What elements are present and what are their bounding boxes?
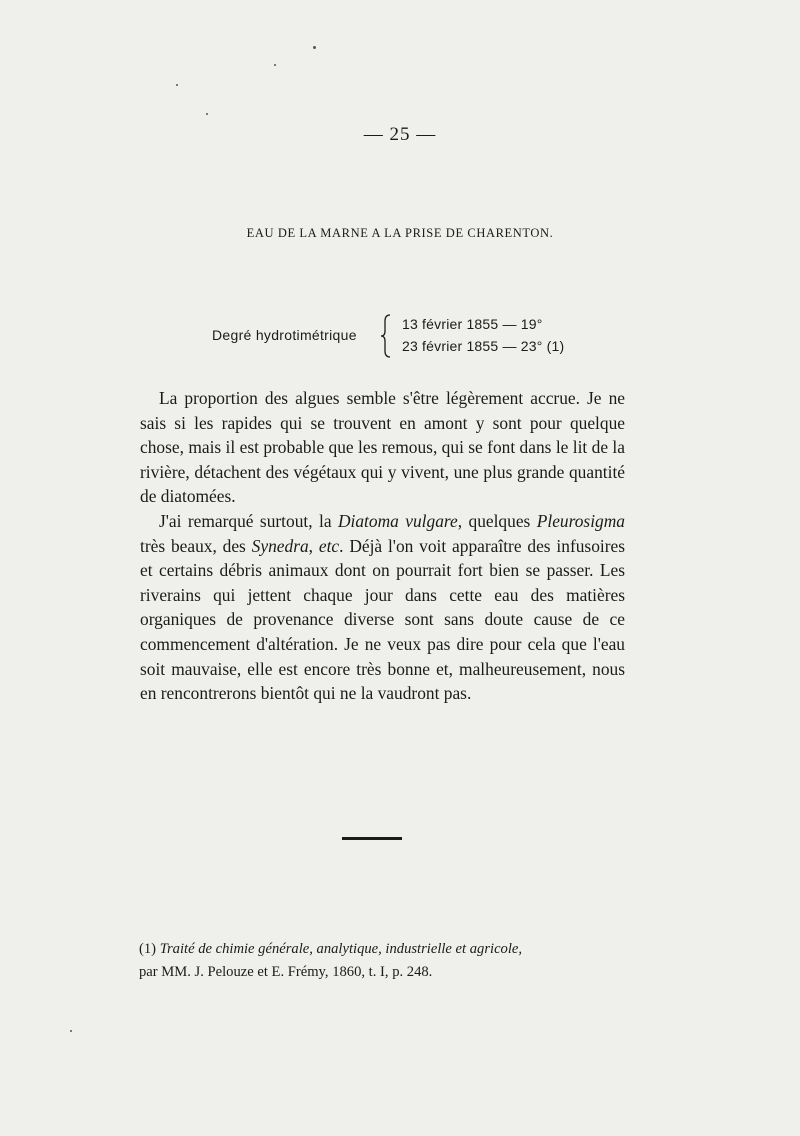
body-text [140,386,625,706]
paragraph-2: J'ai remarqué surtout, la Diatoma vulgare, quelques Pleurosigma très beaux, des Synedra, etc. Déjà l'on voit apparaître des infusoires et certains débris animaux dont on pourrait fort bien se passer. Les riverains qui jettent chaque jour dans cette eau des matières organiques de provenance diverse sont sans doute cause de ce commencement d'altération. Je ne veux pas dire pour cela que l'eau soit mauvaise, elle est encore très bonne et, malheureusement, nous en rencontrerons bientôt qui ne la vaudront pas. [140,510,625,704]
page-number: — 25 — [363,124,437,145]
section-divider [342,837,402,840]
hydrotimetric-label: Degré hydrotimétrique [212,327,357,343]
species-pleurosigma: Pleurosigma [536,510,625,531]
species-synedra: Synedra [251,535,309,556]
footnote-line-1 [139,938,639,961]
footnote [139,938,639,984]
footnote-citation: par MM. J. Pelouze et E. Frémy, 1860, t. I, p. 248. [139,964,433,980]
hydrotimetric-value-2: 23 février 1855 — 23° (1) [402,338,565,354]
footnote-title: Traité de chimie générale, analytique, industrielle et agricole, [159,941,523,957]
hydrotimetric-values [402,313,564,357]
paragraph-1: La proportion des algues semble s'être légèrement accrue. Je ne sais si les rapides qui se trouvent en amont y sont pour quelque chose, mais il est probable que les remous, qui se font dans le lit de la rivière, détachent des végétaux qui y vivent, une plus grande quantité de diatomées. [140,388,625,507]
hydrotimetric-table [212,313,632,363]
etc-abbrev: etc [318,535,340,556]
species-diatoma: Diatoma vulgare [337,510,458,531]
section-heading: EAU DE LA MARNE A LA PRISE DE CHARENTON. [246,226,554,240]
hydrotimetric-value-1: 13 février 1855 — 19° [402,316,543,332]
footnote-marker: (1) [139,941,157,957]
curly-brace-icon [380,313,392,359]
